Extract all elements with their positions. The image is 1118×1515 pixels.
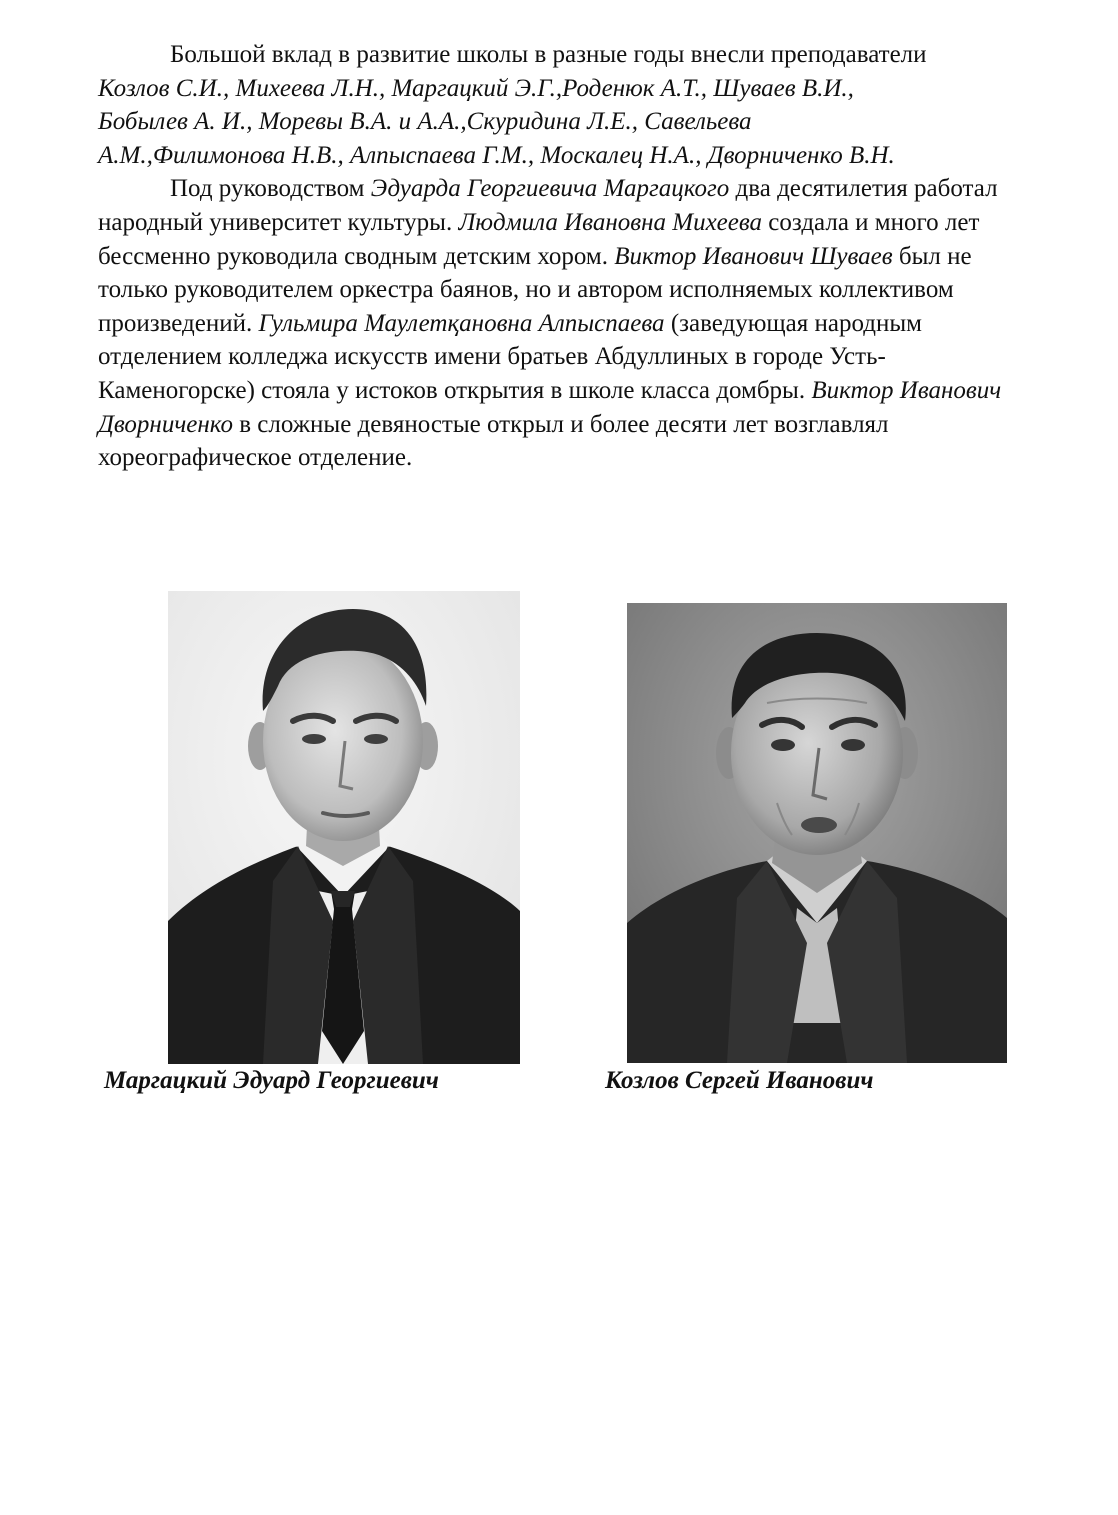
text-run: был не только руководителем оркестра баянов, но и автором исполняемых коллективом произведений. xyxy=(98,242,972,337)
person-name: Гульмира Маулетқановна Алпыспаева xyxy=(258,309,665,337)
portrait-image xyxy=(168,591,520,1064)
body-text xyxy=(98,38,1033,475)
text-run: в сложные девяностые открыл и более десяти лет возглавлял хореографическое отделение. xyxy=(98,410,889,472)
text-run: Под руководством xyxy=(170,175,371,203)
text-run: создала и много лет бессменно руководила сводным детским хором. xyxy=(98,208,980,270)
person-name: Эдуарда Георгиевича Маргацкого xyxy=(370,175,730,203)
names-line: Бобылев А. И., Моревы В.А. и А.А.,Скуридина Л.Е., Савельева xyxy=(98,108,752,136)
photo-caption-left: Маргацкий Эдуард Георгиевич xyxy=(104,1067,439,1094)
person-name: Виктор Иванович Дворниченко xyxy=(98,376,1002,438)
names-line: А.М.,Филимонова Н.В., Алпыспаева Г.М., Москалец Н.А., Дворниченко В.Н. xyxy=(98,141,895,169)
paragraph-contributors xyxy=(98,38,1033,172)
person-name: Виктор Иванович Шуваев xyxy=(614,242,893,270)
person-name: Людмила Ивановна Михеева xyxy=(458,208,763,236)
portrait-image xyxy=(627,603,1007,1063)
paragraph-lead: Большой вклад в развитие школы в разные годы внесли преподаватели xyxy=(170,41,927,68)
portrait-photo-kozlov xyxy=(627,603,1007,1063)
portrait-photo-margatsky xyxy=(168,591,520,1064)
names-line: Козлов С.И., Михеева Л.Н., Маргацкий Э.Г.,Роденюк А.Т., Шуваев В.И., xyxy=(98,74,854,102)
photo-caption-right: Козлов Сергей Иванович xyxy=(605,1067,874,1094)
text-run: два десятилетия работал народный университет культуры. xyxy=(98,175,998,236)
text-run: (заведующая народным отделением колледжа искусств имени братьев Абдуллиных в городе Усть-Каменогорске) стояла у истоков открытия в школе класса домбры. xyxy=(98,309,922,404)
paragraph-teachers xyxy=(98,172,1033,474)
